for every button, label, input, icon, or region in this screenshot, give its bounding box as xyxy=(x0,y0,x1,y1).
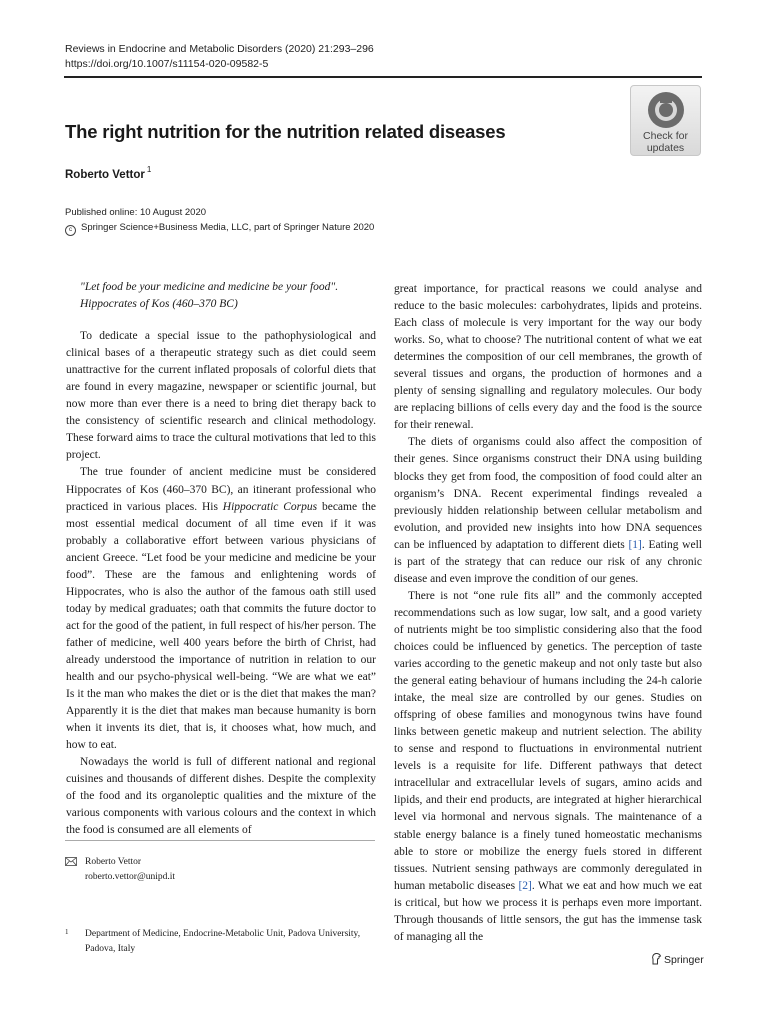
paragraph: great importance, for practical reasons we could analyse and reduce to the basic molecules: carbohydrates, lipids and proteins. Each class of molecule is very important for the way our body works. So, what to choose? The nutritional content of what we eat determines the composition of our cell membranes, the growth of several tissues and organs, the production of hormones and a plenty of sensing signalling and regulatory molecules. Our body are replacing billions of cells every day and the food is the source for their renewal. xyxy=(394,283,702,432)
journal-header xyxy=(65,42,374,72)
citation-link[interactable]: [2] xyxy=(518,879,532,892)
copyright-icon: c xyxy=(65,225,76,236)
paragraph: The true founder of ancient medicine must be considered Hippocrates of Kos (460–370 BC), an itinerant professional who practiced in various places. His Hippocratic Corpus became the most essential medical document of all time even if it was probably a collaborative effort between various physicians of ancient Greece. “Let food be your medicine and medicine be your food”. These are the famous and enlightening words of Hippocrates, who is also the author of the famous oath still used today by medical graduates; oath that commits the future doctor to act for the good of the patient, in full respect of his/her person. The father of medicine, well 400 years before the birth of Christ, had already understood the importance of nutrition in relation to our health and our psycho-physical well-being. “We are what we eat” Is it the man who makes the diet or is the diet that makes the man?Apparently it is the diet that makes man because humanity is born when it invents its diet, that is, it chooses what, how much, and how to eat. xyxy=(66,466,376,752)
author-affiliation-mark: 1 xyxy=(146,165,152,174)
doi-link[interactable]: https://doi.org/10.1007/s11154-020-09582-5 xyxy=(65,58,269,70)
header-rule xyxy=(64,76,702,78)
corresponding-author: Roberto Vettor xyxy=(85,857,142,867)
paragraph: To dedicate a special issue to the pathophysiological and clinical bases of a therapeutic strategy such as diet could seem unattractive for the current inflated proposals of colorful diets that are found in every magazine, newspaper or scientific journal, but now more than ever there is a need to bring diet therapy back to the consistency of scientific research and clinical methodology. These forward aims to trace the cultural motivations that led to this project. xyxy=(66,330,376,462)
check-updates-icon xyxy=(646,90,686,130)
publisher-name: Springer xyxy=(664,954,704,966)
epigraph-quote: "Let food be your medicine and medicine be your food". xyxy=(80,281,339,293)
journal-citation: Reviews in Endocrine and Metabolic Disorders (2020) 21:293–296 xyxy=(65,43,374,55)
citation-link[interactable]: [1] xyxy=(628,538,642,551)
right-column xyxy=(394,281,702,946)
correspondence xyxy=(65,855,175,885)
paragraph: There is not “one rule fits all” and the commonly accepted recommendations such as low sugar, low salt, and a good variety of nutrients might be too simplistic considering also that the food choices could be influenced by genetics. The perception of taste varies according to the genetic makeup and not only taste but also the general eating behaviour of humans including the 24-h calorie intake, the meal size are controlled by our genes. Studies on offspring of obese families and monogynous twins have found links between genetic makeup and nutrient selection. The ability to sense and respond to fluctuations in environmental nutrient levels is a requisite for life. Different pathways that detect intracellular and extracellular levels of sugars, amino acids and lipids, and their end products, are integrated at higher hierarchical level via hormonal and nervous signals. The maintenance of a stable energy balance is a finely tuned homeostatic mechanisms able to store or mobilize the energy fuels stored in different tissues. Nutrient sensing pathways are commonly deregulated in human metabolic diseases [2]. What we eat and how much we eat is critical, but how we process it is perhaps even more important. Through thousands of little sensors, the gut has the immense task of managing all the xyxy=(394,589,703,943)
epigraph-source: Hippocrates of Kos (460–370 BC) xyxy=(80,298,238,311)
publisher-mark xyxy=(650,952,704,966)
affiliation xyxy=(65,927,375,957)
left-column xyxy=(66,279,376,840)
copyright-line xyxy=(65,220,374,236)
check-for-updates-badge[interactable] xyxy=(630,85,701,156)
paragraph: The diets of organisms could also affect the composition of their genes. Since organisms construct their DNA using building blocks they get from food, the composition of food could alter an organism’s DNA. Recent experimental findings revealed a previously hidden relationship between cellular metabolism and evolution, and provided new insights into how DNA sequences can be influenced by adaptation to different diets [1]. Eating well is part of the strategy that can reduce our risk of any chronic disease and even improve the condition of our genes. xyxy=(394,436,702,585)
envelope-icon xyxy=(65,857,77,866)
emphasis: Hippocratic Corpus xyxy=(222,500,318,513)
badge-line2: updates xyxy=(646,141,685,154)
author-line xyxy=(65,166,151,181)
springer-horse-icon xyxy=(650,952,662,965)
footnote-separator xyxy=(65,840,375,841)
published-date: Published online: 10 August 2020 xyxy=(65,207,207,218)
epigraph xyxy=(80,279,376,313)
badge-line1: Check for xyxy=(643,130,688,142)
copyright-text: Springer Science+Business Media, LLC, part of Springer Nature 2020 xyxy=(81,222,375,233)
paragraph: Nowadays the world is full of different national and regional cuisines and thousands of different dishes. Despite the complexity of the food and its organoleptic qualities and the mixture of the various components with various colours and the context in which the food is consumed are all elements of xyxy=(66,756,376,837)
article-title: The right nutrition for the nutrition related diseases xyxy=(65,121,506,142)
affiliation-text: Department of Medicine, Endocrine-Metabolic Unit, Padova University, Padova, Italy xyxy=(85,929,361,954)
publication-meta xyxy=(65,205,374,236)
corresponding-email[interactable]: roberto.vettor@unipd.it xyxy=(85,872,176,882)
affiliation-number: 1 xyxy=(65,928,69,936)
author-name[interactable]: Roberto Vettor xyxy=(65,168,145,181)
